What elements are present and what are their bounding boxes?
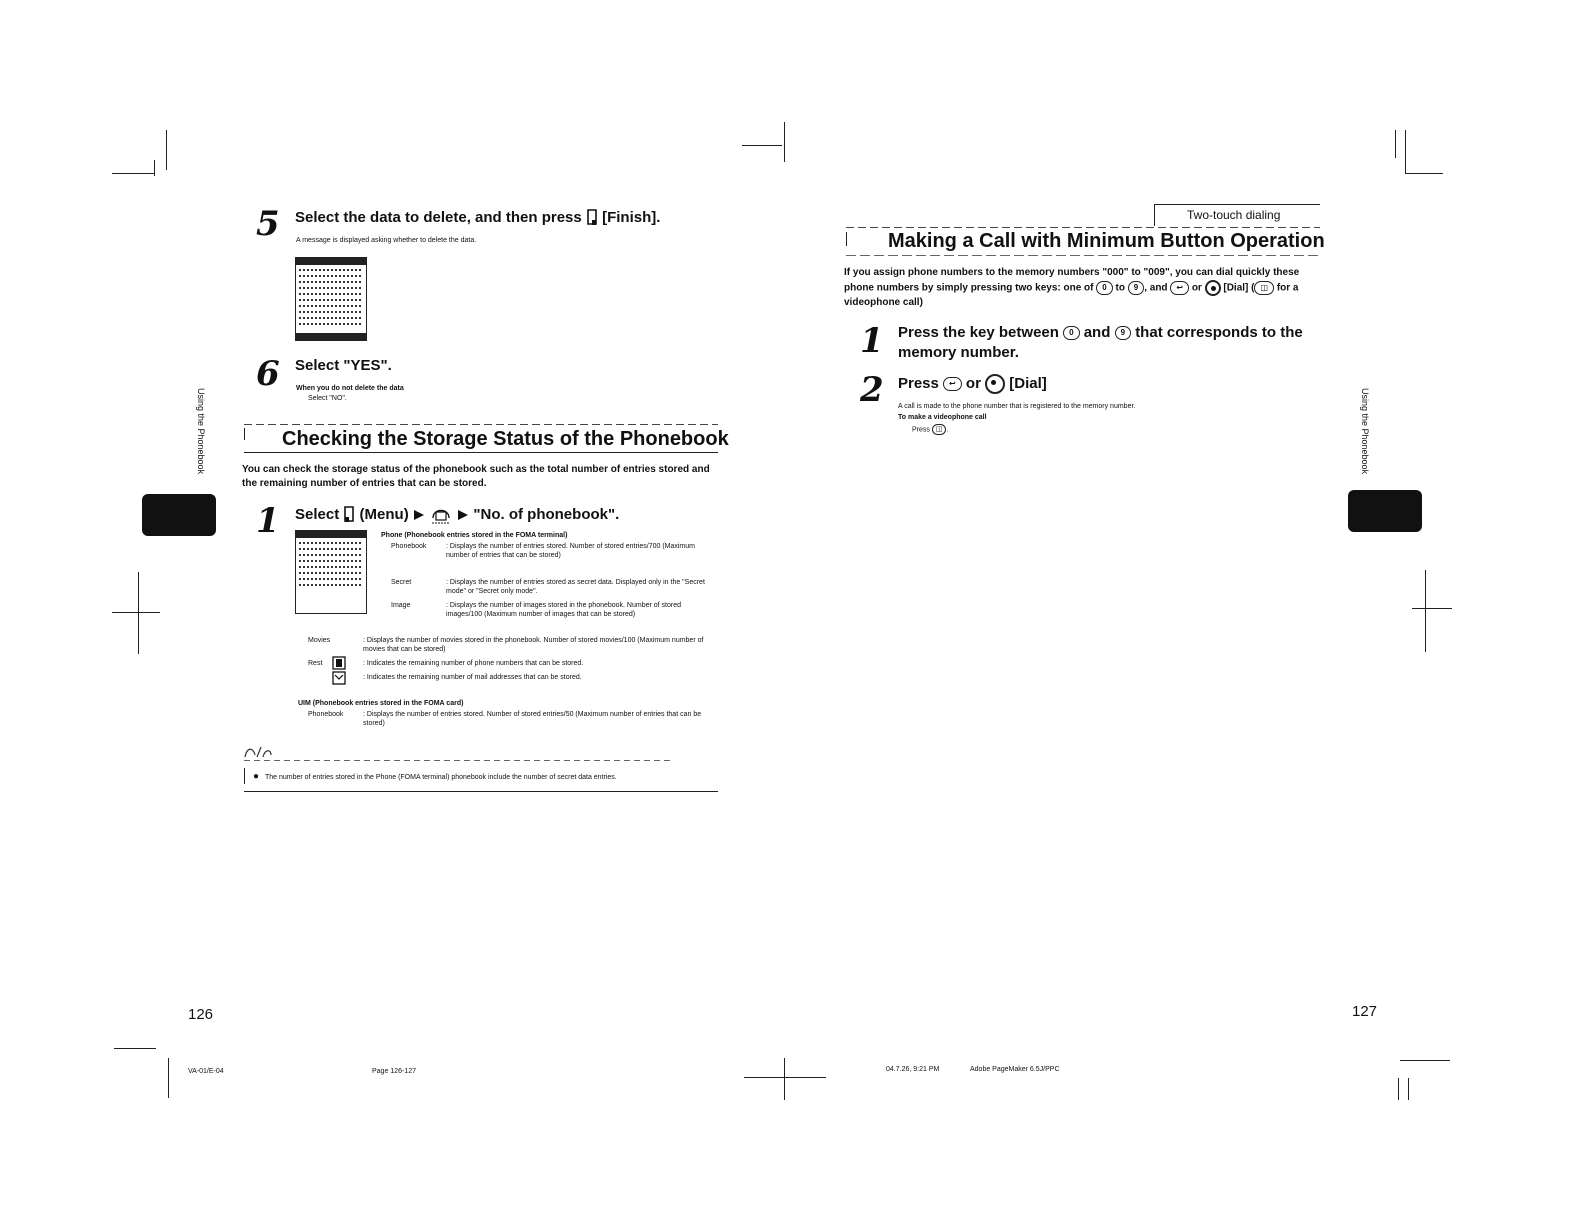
storage-status-screen-thumbnail (295, 530, 367, 614)
step-1-title (295, 504, 619, 526)
key-0-icon: 0 (1063, 326, 1079, 340)
step-6-title: Select "YES". (295, 357, 392, 374)
intro-part1: If you assign phone numbers to the memory numbers "000" to "009", you can dial quickly these phone numbers by simply pressing two keys: one of (844, 267, 1300, 294)
intro-to: to (1115, 282, 1125, 294)
phone-section-header: Phone (Phonebook entries stored in the FOMA terminal) (381, 532, 568, 539)
uim-entry-desc-phonebook: : Displays the number of entries stored. Number of stored entries/50 (Maximum number of entries that can be stored) (363, 711, 702, 727)
two-touch-intro (844, 266, 1322, 310)
step-6-note-1: When you do not delete the data (296, 385, 404, 392)
left-thumb-tab (142, 494, 216, 536)
entry-desc-movies: : Displays the number of movies stored in the phonebook. Number of stored movies/100 (Maximum number of movies that can be stored) (363, 637, 704, 653)
step-1-item: "No. of phonebook". (473, 505, 620, 523)
section-heading-storage-status: Checking the Storage Status of the Phonebook (282, 428, 729, 450)
videophone-press: Press (912, 426, 930, 434)
right-step-number-2: 2 (860, 370, 884, 410)
right-step-number-1: 1 (860, 321, 884, 361)
play-arrow-icon (457, 509, 469, 521)
footer-app: Adobe PageMaker 6.5J/PPC (970, 1066, 1060, 1073)
footer-page-range: Page 126-127 (372, 1068, 416, 1075)
center-dial-icon (1205, 280, 1221, 296)
video-key-icon: ◫ (1254, 281, 1274, 295)
category-label: Two-touch dialing (1187, 208, 1281, 222)
entry-label-secret: Secret (391, 579, 412, 586)
right-step-2-note: A call is made to the phone number that is registered to the memory number. (898, 403, 1136, 410)
right-step-2-press: Press (898, 374, 939, 392)
entry-desc-secret: : Displays the number of entries stored as secret data. Displayed only in the "Secret mode" or "Secret only mode". (446, 579, 705, 595)
softkey-icon (586, 209, 598, 227)
step-1-select: Select (295, 505, 340, 523)
entry-label-image: Image (391, 602, 411, 609)
right-step-2-or: or (965, 374, 981, 392)
step-number-5: 5 (256, 204, 280, 244)
videophone-sub-step: Press ◫ . (912, 426, 949, 434)
key-9-icon: 9 (1128, 281, 1144, 295)
entry-label-phonebook: Phonebook (391, 543, 427, 550)
intro-and: , and (1144, 282, 1168, 294)
step-1-menu: (Menu) (359, 505, 409, 523)
step-number-1: 1 (256, 501, 280, 541)
footnote-text: The number of entries stored in the Phone (FOMA terminal) phonebook include the number of secret data entries. (265, 774, 617, 781)
step-5-title-before: Select the data to delete, and then press (295, 209, 582, 226)
entry-desc-rest-mail: : Indicates the remaining number of mail addresses that can be stored. (363, 674, 582, 681)
center-dial-icon (985, 374, 1005, 394)
intro-dial: [Dial] ( (1223, 282, 1255, 294)
right-step-1-and: and (1083, 324, 1111, 341)
uim-section-header: UIM (Phonebook entries stored in the FOMA card) (298, 700, 464, 707)
send-key-icon: ↩ (1170, 281, 1189, 295)
entry-desc-image: : Displays the number of images stored in the phonebook. Number of stored images/100 (Maximum number of images that can be stored) (446, 602, 682, 618)
entry-label-rest: Rest (308, 660, 323, 667)
right-step-1-before: Press the key between (898, 324, 1059, 341)
videophone-sub-heading: To make a videophone call (898, 414, 987, 421)
play-arrow-icon (413, 509, 425, 521)
note-icon (243, 745, 273, 759)
right-thumb-tab (1348, 490, 1422, 532)
phone-icon (332, 656, 346, 670)
entry-desc-phonebook: : Displays the number of entries stored. Number of stored entries/700 (Maximum number of entries that can be stored) (446, 543, 695, 559)
right-step-2-dial: [Dial] (1009, 374, 1047, 392)
step-number-6: 6 (256, 354, 280, 394)
key-9-icon: 9 (1115, 326, 1131, 340)
page-number-right: 127 (1352, 1003, 1378, 1020)
step-5-title (295, 209, 660, 227)
right-step-1-title (898, 323, 1318, 363)
entry-label-movies: Movies (308, 637, 331, 644)
intro-or: or (1191, 282, 1202, 294)
step-6-note-2: Select "NO". (308, 395, 347, 402)
footer-date: 04.7.26, 9:21 PM (886, 1066, 940, 1073)
phonebook-menu-icon (429, 504, 453, 526)
right-step-1-after: that corresponds to the memory number. (898, 324, 1303, 361)
left-side-label: Using the Phonebook (196, 388, 206, 475)
key-0-icon: 0 (1096, 281, 1112, 295)
menu-softkey-icon (343, 506, 355, 524)
right-side-label: Using the Phonebook (1360, 388, 1370, 475)
section-heading-minimum-button: Making a Call with Minimum Button Operation (888, 230, 1325, 252)
step-5-note: A message is displayed asking whether to delete the data. (296, 237, 477, 244)
send-key-icon: ↩ (943, 377, 962, 391)
intro-video: for a videophone call) (844, 282, 1299, 308)
bullet-icon: ● (253, 771, 260, 782)
entry-desc-rest-phone: : Indicates the remaining number of phone numbers that can be stored. (363, 660, 584, 667)
delete-screen-thumbnail (295, 257, 367, 341)
uim-entry-label-phonebook: Phonebook (308, 711, 344, 718)
footer-doc-id: VA-01/E-04 (188, 1068, 224, 1075)
storage-status-intro: You can check the storage status of the phonebook such as the total number of entries stored and the remaining number of entries that can be stored. (242, 464, 710, 489)
mail-icon (332, 671, 346, 685)
video-key-icon: ◫ (932, 424, 947, 435)
step-5-title-after: [Finish]. (602, 209, 661, 226)
page-number-left: 126 (188, 1006, 214, 1023)
right-step-2-title (898, 374, 1047, 394)
